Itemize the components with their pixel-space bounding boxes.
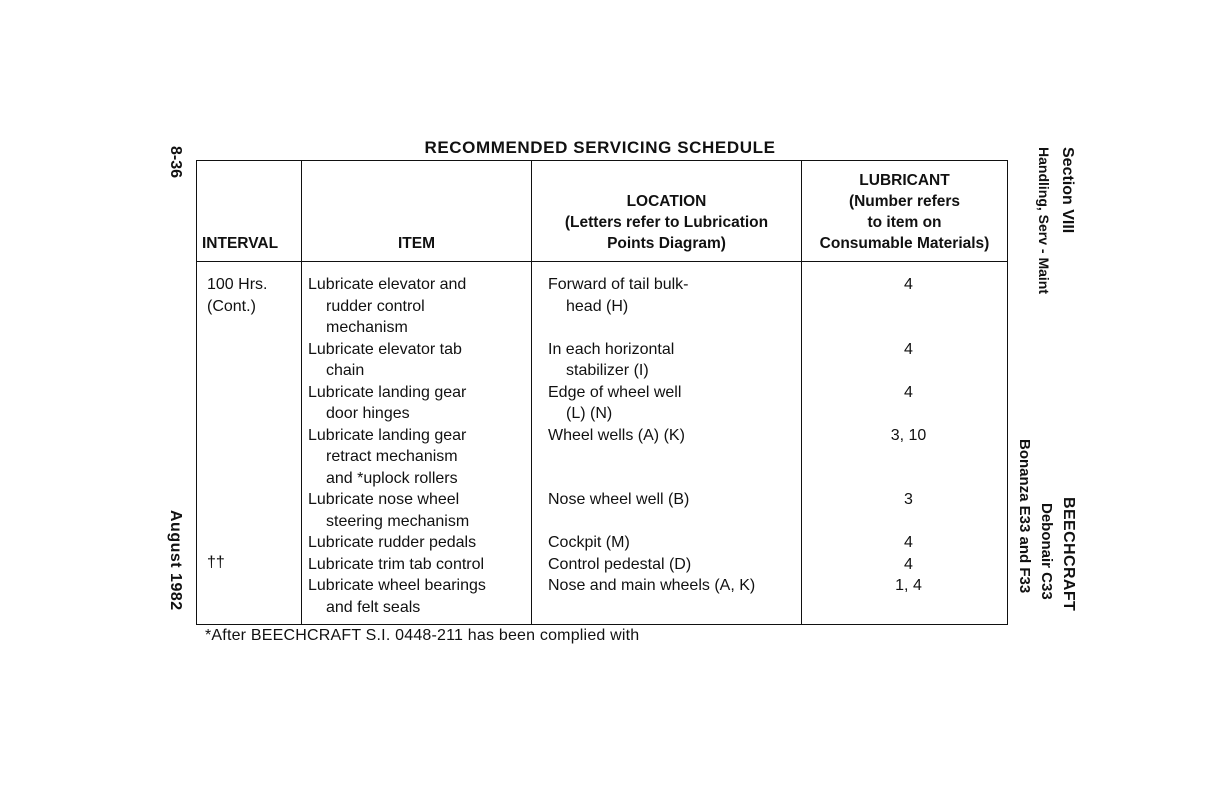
item-column-header: ITEM [302, 161, 532, 262]
section-title: Section VIII [1059, 147, 1076, 234]
table-body-row [197, 262, 1008, 625]
item-entry-line: Lubricate rudder pedals [308, 534, 477, 551]
model-line-2: Bonanza E33 and F33 [1016, 439, 1033, 594]
interval-entry: 100 Hrs. [207, 276, 268, 293]
item-entry-line: retract mechanism [326, 448, 458, 465]
model-line-1: Debonair C33 [1038, 503, 1055, 600]
item-entry [308, 339, 527, 382]
interval-entry: †† [207, 554, 225, 571]
location-entry-line: Wheel wells (A) (K) [548, 426, 685, 444]
item-entry-line: door hinges [326, 405, 410, 422]
item-entry-line: mechanism [326, 319, 408, 336]
item-entry [308, 425, 527, 490]
item-entry-line: Lubricate landing gear [308, 383, 467, 401]
location-entry [548, 532, 799, 554]
lubricant-header-line: to item on [867, 214, 942, 231]
location-entry-line: Nose and main wheels (A, K) [548, 577, 756, 594]
location-entry [548, 274, 799, 339]
location-entry-line: Edge of wheel well [548, 383, 682, 401]
page-number: 8-36 [167, 146, 184, 179]
item-entry [308, 532, 527, 554]
location-entry-line: stabilizer (I) [566, 362, 649, 379]
location-header-line: LOCATION [626, 193, 707, 210]
servicing-schedule-table [196, 160, 1008, 625]
lubricant-entry: 4 [904, 555, 913, 573]
location-entry [548, 554, 799, 576]
location-entry-line: (L) (N) [566, 405, 613, 422]
lubricant-entry: 4 [904, 340, 913, 358]
item-entry-line: Lubricate elevator and [308, 276, 467, 293]
location-entry [548, 339, 799, 382]
lubricant-header-line: Consumable Materials) [819, 235, 990, 252]
footnote: *After BEECHCRAFT S.I. 0448-211 has been complied with [205, 627, 640, 644]
location-cell [532, 262, 802, 625]
item-entry-line: Lubricate landing gear [308, 426, 467, 444]
item-entry [308, 575, 527, 618]
item-cell [302, 262, 532, 625]
interval-column-header: INTERVAL [197, 161, 302, 262]
brand-name: BEECHCRAFT [1060, 497, 1077, 612]
item-entry-line: chain [326, 362, 365, 379]
location-entry [548, 425, 799, 490]
location-header-line: (Letters refer to Lubrication [564, 214, 769, 231]
table-header-row [197, 161, 1008, 262]
location-entry [548, 489, 799, 532]
item-entry-line: Lubricate elevator tab [308, 340, 462, 358]
lubricant-entry: 4 [904, 534, 913, 551]
item-entry [308, 382, 527, 425]
location-entry [548, 382, 799, 425]
location-entry-line: Control pedestal (D) [548, 555, 692, 573]
item-entry-line: and *uplock rollers [326, 469, 458, 487]
lubricant-header-line: (Number refers [848, 193, 961, 210]
lubricant-entry: 3 [904, 491, 913, 508]
location-entry-line: Cockpit (M) [548, 534, 630, 551]
item-entry-line: steering mechanism [326, 512, 470, 530]
section-subtitle: Handling, Serv - Maint [1036, 147, 1052, 295]
interval-cell [197, 262, 302, 625]
location-entry [548, 575, 799, 618]
item-entry [308, 489, 527, 532]
item-entry-line: Lubricate nose wheel [308, 491, 460, 508]
item-entry-line: Lubricate wheel bearings [308, 577, 486, 594]
lubricant-header-line: LUBRICANT [859, 172, 950, 189]
location-entry-line: In each horizontal [548, 340, 675, 358]
lubricant-cell [802, 262, 1008, 625]
lubricant-entry: 1, 4 [895, 577, 922, 594]
location-column-header [532, 161, 802, 262]
location-entry-line: Forward of tail bulk- [548, 276, 689, 293]
location-entry-line: Nose wheel well (B) [548, 491, 690, 508]
page-title: RECOMMENDED SERVICING SCHEDULE [424, 138, 776, 157]
location-entry-line: head (H) [566, 297, 629, 315]
lubricant-entry: 3, 10 [890, 426, 927, 444]
page-date: August 1982 [167, 510, 184, 611]
lubricant-entry: 4 [904, 383, 913, 401]
item-entry-line: and felt seals [326, 598, 421, 616]
item-entry-line: Lubricate trim tab control [308, 555, 485, 573]
item-entry-line: rudder control [326, 297, 425, 315]
item-entry [308, 554, 527, 576]
item-entry [308, 274, 527, 339]
location-header-line: Points Diagram) [607, 235, 726, 252]
interval-entry: (Cont.) [207, 297, 256, 315]
lubricant-column-header [802, 161, 1008, 262]
lubricant-entry: 4 [904, 276, 913, 293]
